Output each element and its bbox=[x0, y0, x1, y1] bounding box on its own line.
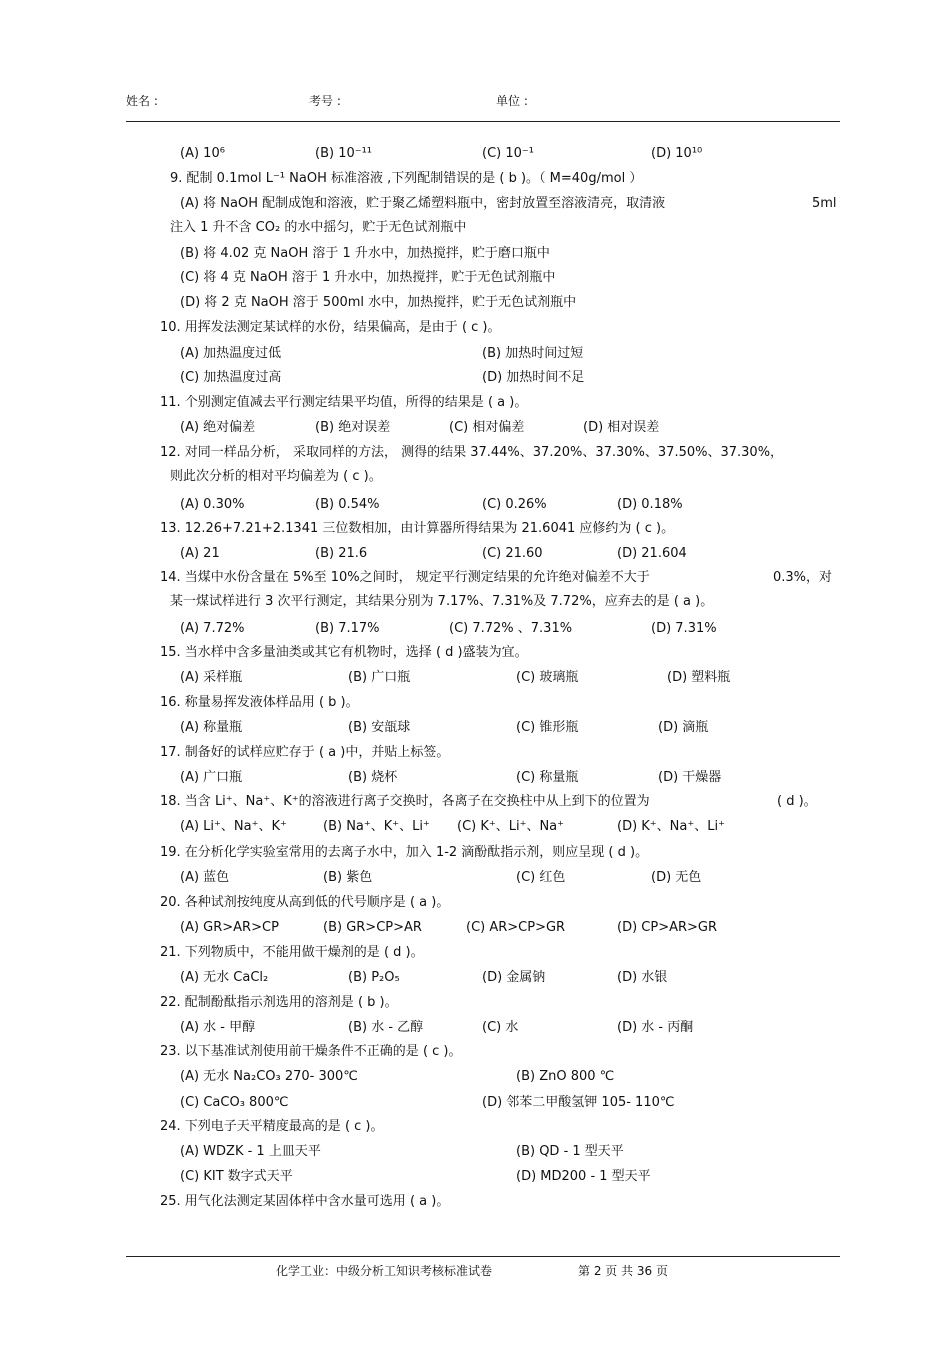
q8-option-c: (C) 10⁻¹ bbox=[482, 146, 534, 161]
q12-stem-line1: 12. 对同一样品分析， 采取同样的方法， 测得的结果 37.44%、37.20%、37.30%、37.50%、37.30%， bbox=[160, 445, 784, 460]
q9-option-d: (D) 将 2 克 NaOH 溶于 500ml 水中，加热搅拌，贮于无色试剂瓶中 bbox=[180, 295, 577, 310]
q9-option-a-line1-end: 5ml bbox=[812, 196, 837, 211]
q12-option-a: (A) 0.30% bbox=[180, 497, 245, 512]
q21-option-d: (D) 水银 bbox=[617, 970, 668, 985]
q14-option-a: (A) 7.72% bbox=[180, 621, 245, 636]
q19-option-a: (A) 蓝色 bbox=[180, 870, 230, 885]
q23-option-a: (A) 无水 Na₂CO₃ 270- 300℃ bbox=[180, 1069, 358, 1084]
q19-stem: 19. 在分析化学实验室常用的去离子水中，加入 1-2 滴酚酞指示剂，则应呈现 ( d )。 bbox=[160, 845, 649, 860]
q20-option-b: (B) GR>CP>AR bbox=[323, 920, 422, 935]
q10-stem: 10. 用挥发法测定某试样的水份，结果偏高，是由于 ( c )。 bbox=[160, 320, 501, 335]
q16-option-d: (D) 滴瓶 bbox=[658, 720, 709, 735]
footer-title: 化学工业：中级分析工知识考核标准试卷 bbox=[276, 1264, 493, 1278]
q18-option-d: (D) K⁺、Na⁺、Li⁺ bbox=[617, 819, 725, 834]
q15-option-b: (B) 广口瓶 bbox=[348, 670, 411, 685]
q19-option-b: (B) 紫色 bbox=[323, 870, 373, 885]
q11-option-d: (D) 相对误差 bbox=[583, 420, 660, 435]
q18-option-b: (B) Na⁺、K⁺、Li⁺ bbox=[323, 819, 430, 834]
name-label: 姓名 : bbox=[126, 94, 158, 108]
q14-option-d: (D) 7.31% bbox=[651, 621, 717, 636]
q13-option-b: (B) 21.6 bbox=[315, 546, 368, 561]
q17-option-c: (C) 称量瓶 bbox=[516, 770, 579, 785]
q22-stem: 22. 配制酚酞指示剂选用的溶剂是 ( b )。 bbox=[160, 995, 398, 1010]
q20-option-d: (D) CP>AR>GR bbox=[617, 920, 718, 935]
q16-option-c: (C) 锥形瓶 bbox=[516, 720, 579, 735]
q23-option-c: (C) CaCO₃ 800℃ bbox=[180, 1095, 289, 1110]
q9-option-a-line2: 注入 1 升不含 CO₂ 的水中摇匀，贮于无色试剂瓶中 bbox=[170, 220, 467, 235]
q17-option-d: (D) 干燥器 bbox=[658, 770, 722, 785]
q11-option-b: (B) 绝对误差 bbox=[315, 420, 391, 435]
q17-option-a: (A) 广口瓶 bbox=[180, 770, 243, 785]
q12-option-b: (B) 0.54% bbox=[315, 497, 380, 512]
q15-option-c: (C) 玻璃瓶 bbox=[516, 670, 579, 685]
q20-stem: 20. 各种试剂按纯度从高到低的代号顺序是 ( a )。 bbox=[160, 895, 450, 910]
header-rule bbox=[126, 121, 840, 122]
q21-option-c: (D) 金属钠 bbox=[482, 970, 546, 985]
q8-option-a: (A) 10⁶ bbox=[180, 146, 225, 161]
q12-option-d: (D) 0.18% bbox=[617, 497, 683, 512]
q16-option-b: (B) 安瓿球 bbox=[348, 720, 411, 735]
q10-option-c: (C) 加热温度过高 bbox=[180, 370, 282, 385]
q11-stem: 11. 个别测定值减去平行测定结果平均值，所得的结果是 ( a )。 bbox=[160, 395, 528, 410]
q16-option-a: (A) 称量瓶 bbox=[180, 720, 243, 735]
q22-option-a: (A) 水 - 甲醇 bbox=[180, 1020, 256, 1035]
q9-option-b: (B) 将 4.02 克 NaOH 溶于 1 升水中，加热搅拌，贮于磨口瓶中 bbox=[180, 246, 550, 261]
q23-option-b: (B) ZnO 800 ℃ bbox=[516, 1069, 615, 1084]
q13-option-a: (A) 21 bbox=[180, 546, 220, 561]
q18-stem: 18. 当含 Li⁺、Na⁺、K⁺的溶液进行离子交换时，各离子在交换柱中从上到下的位置为 bbox=[160, 794, 650, 809]
q24-option-c: (C) KIT 数字式天平 bbox=[180, 1169, 293, 1184]
q21-option-a: (A) 无水 CaCl₂ bbox=[180, 970, 269, 985]
q24-stem: 24. 下列电子天平精度最高的是 ( c )。 bbox=[160, 1119, 384, 1134]
q13-option-d: (D) 21.604 bbox=[617, 546, 687, 561]
q24-option-a: (A) WDZK - 1 上皿天平 bbox=[180, 1144, 321, 1159]
q13-stem: 13. 12.26+7.21+2.1341 三位数相加，由计算器所得结果为 21.6041 应修约为 ( c )。 bbox=[160, 521, 675, 536]
q22-option-c: (C) 水 bbox=[482, 1020, 519, 1035]
q14-option-c: (C) 7.72% 、7.31% bbox=[449, 621, 573, 636]
q18-stem-end: ( d )。 bbox=[777, 794, 817, 809]
q16-stem: 16. 称量易挥发液体样品用 ( b )。 bbox=[160, 695, 359, 710]
q8-option-b: (B) 10⁻¹¹ bbox=[315, 146, 373, 161]
q24-option-b: (B) QD - 1 型天平 bbox=[516, 1144, 624, 1159]
q20-option-a: (A) GR>AR>CP bbox=[180, 920, 279, 935]
q22-option-d: (D) 水 - 丙酮 bbox=[617, 1020, 694, 1035]
q9-option-c: (C) 将 4 克 NaOH 溶于 1 升水中，加热搅拌，贮于无色试剂瓶中 bbox=[180, 270, 556, 285]
q9-option-a-line1: (A) 将 NaOH 配制成饱和溶液，贮于聚乙烯塑料瓶中，密封放置至溶液清亮，取清液 bbox=[180, 196, 666, 211]
q19-option-d: (D) 无色 bbox=[651, 870, 702, 885]
q13-option-c: (C) 21.60 bbox=[482, 546, 543, 561]
q10-option-b: (B) 加热时间过短 bbox=[482, 346, 584, 361]
q22-option-b: (B) 水 - 乙醇 bbox=[348, 1020, 424, 1035]
q21-stem: 21. 下列物质中，不能用做干燥剂的是 ( d )。 bbox=[160, 945, 424, 960]
q12-option-c: (C) 0.26% bbox=[482, 497, 547, 512]
q25-stem: 25. 用气化法测定某固体样中含水量可选用 ( a )。 bbox=[160, 1194, 450, 1209]
q10-option-a: (A) 加热温度过低 bbox=[180, 346, 282, 361]
q24-option-d: (D) MD200 - 1 型天平 bbox=[516, 1169, 651, 1184]
q12-stem-line2: 则此次分析的相对平均偏差为 ( c )。 bbox=[170, 469, 382, 484]
q11-option-c: (C) 相对偏差 bbox=[449, 420, 525, 435]
q17-stem: 17. 制备好的试样应贮存于 ( a )中，并贴上标签。 bbox=[160, 745, 450, 760]
q14-stem-line1: 14. 当煤中水份含量在 5%至 10%之间时， 规定平行测定结果的允许绝对偏差不大于 bbox=[160, 570, 650, 585]
q14-option-b: (B) 7.17% bbox=[315, 621, 380, 636]
q10-option-d: (D) 加热时间不足 bbox=[482, 370, 585, 385]
q15-stem: 15. 当水样中含多量油类或其它有机物时，选择 ( d )盛装为宜。 bbox=[160, 645, 528, 660]
q21-option-b: (B) P₂O₅ bbox=[348, 970, 400, 985]
q23-option-d: (D) 邻苯二甲酸氢钾 105- 110℃ bbox=[482, 1095, 675, 1110]
footer-rule bbox=[126, 1256, 840, 1257]
unit-label: 单位 : bbox=[496, 94, 528, 108]
q18-option-c: (C) K⁺、Li⁺、Na⁺ bbox=[457, 819, 565, 834]
q19-option-c: (C) 红色 bbox=[516, 870, 566, 885]
q23-stem: 23. 以下基准试剂使用前干燥条件不正确的是 ( c )。 bbox=[160, 1044, 462, 1059]
q8-option-d: (D) 10¹⁰ bbox=[651, 146, 703, 161]
q9-stem: 9. 配制 0.1mol L⁻¹ NaOH 标准溶液 ,下列配制错误的是 ( b )。（ M=40g/mol ） bbox=[170, 171, 643, 186]
footer-page-number: 第 2 页 共 36 页 bbox=[578, 1264, 668, 1278]
q11-option-a: (A) 绝对偏差 bbox=[180, 420, 256, 435]
q14-stem-line1-end: 0.3%，对 bbox=[773, 570, 833, 585]
q14-stem-line2: 某一煤试样进行 3 次平行测定，其结果分别为 7.17%、7.31%及 7.72%，应弃去的是 ( a )。 bbox=[170, 594, 714, 609]
q17-option-b: (B) 烧杯 bbox=[348, 770, 398, 785]
q18-option-a: (A) Li⁺、Na⁺、K⁺ bbox=[180, 819, 287, 834]
q15-option-a: (A) 采样瓶 bbox=[180, 670, 243, 685]
q15-option-d: (D) 塑料瓶 bbox=[667, 670, 731, 685]
exam-number-label: 考号 : bbox=[309, 94, 341, 108]
q20-option-c: (C) AR>CP>GR bbox=[466, 920, 566, 935]
